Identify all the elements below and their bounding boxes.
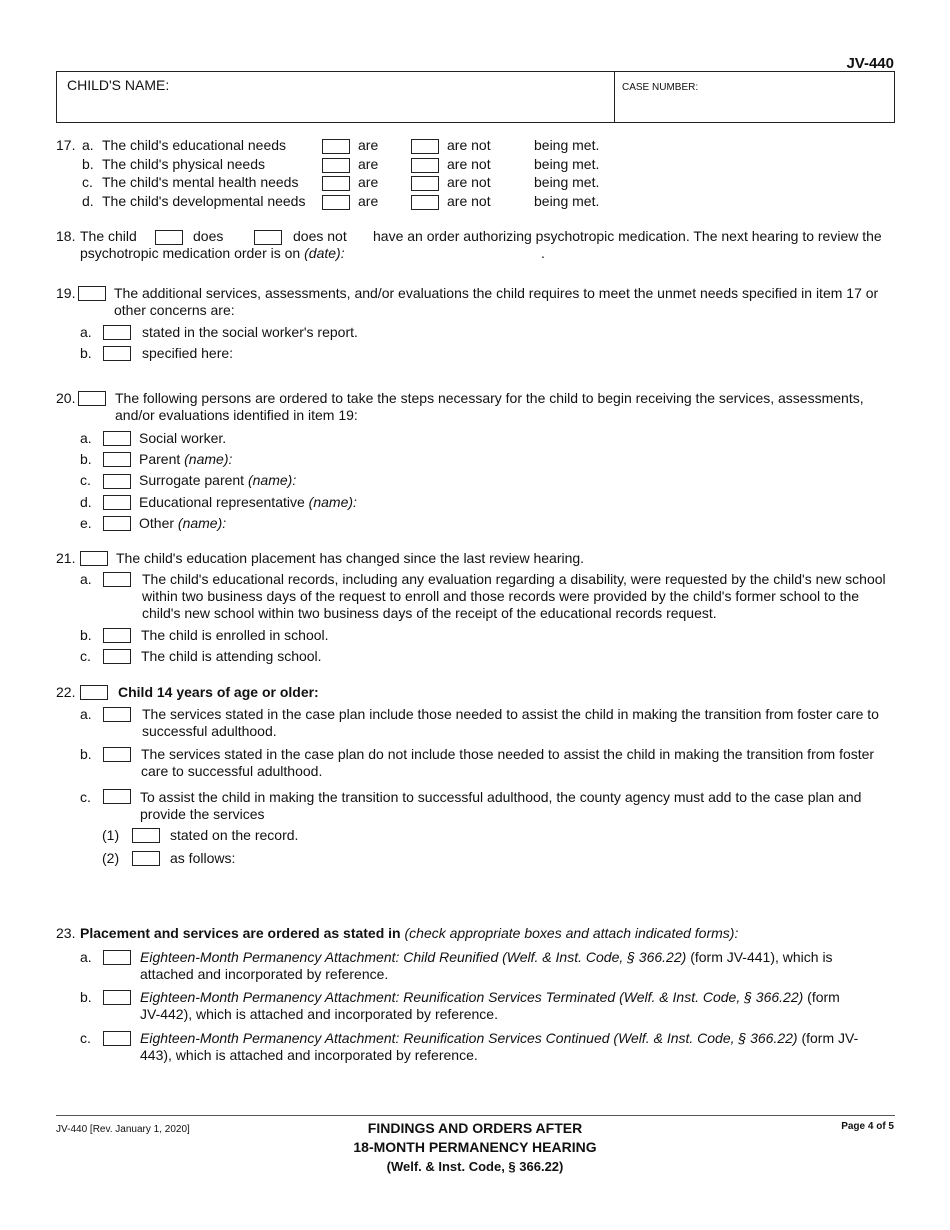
item-17b-are-not-checkbox[interactable] bbox=[411, 158, 439, 173]
item-23c-letter: c. bbox=[80, 1030, 91, 1046]
item-17c-label: The child's mental health needs bbox=[102, 174, 299, 190]
item-20e-hint: (name): bbox=[177, 515, 227, 531]
item-20c-label: Surrogate parent bbox=[139, 472, 245, 488]
item-22c1-number: (1) bbox=[102, 827, 120, 843]
item-23a-checkbox[interactable] bbox=[103, 950, 131, 965]
header-divider bbox=[614, 72, 615, 122]
item-21a-checkbox[interactable] bbox=[103, 572, 131, 587]
item-19a-letter: a. bbox=[80, 324, 92, 340]
item-21-checkbox[interactable] bbox=[80, 551, 108, 566]
item-23c-checkbox[interactable] bbox=[103, 1031, 131, 1046]
item-23b-letter: b. bbox=[80, 989, 92, 1005]
item-17b-label: The child's physical needs bbox=[102, 156, 265, 172]
item-17b-letter: b. bbox=[82, 156, 94, 172]
footer-title-line3: (Welf. & Inst. Code, § 366.22) bbox=[386, 1159, 564, 1174]
item-21b-text: The child is enrolled in school. bbox=[141, 627, 329, 643]
item-20c-letter: c. bbox=[80, 472, 91, 488]
item-23a-rest: (form JV-441), which is attached and incorporated by reference. bbox=[140, 949, 833, 982]
item-17c-letter: c. bbox=[82, 174, 93, 190]
item-22b-checkbox[interactable] bbox=[103, 747, 131, 762]
item-18-the-child: The child bbox=[80, 228, 137, 244]
item-17a-are-not: are not bbox=[447, 137, 491, 153]
footer-page: Page 4 of 5 bbox=[841, 1121, 894, 1132]
footer-title bbox=[0, 1119, 950, 1176]
form-number: JV-440 bbox=[846, 55, 894, 72]
item-20-checkbox[interactable] bbox=[78, 391, 106, 406]
item-23c-text bbox=[140, 1030, 860, 1064]
item-23b-rest: (form JV-442), which is attached and incorporated by reference. bbox=[140, 989, 840, 1022]
footer-title-line2: 18-MONTH PERMANENCY HEARING bbox=[353, 1139, 597, 1155]
item-17d-letter: d. bbox=[82, 193, 94, 209]
item-21-number: 21. bbox=[56, 550, 76, 566]
item-17c-being-met: being met. bbox=[534, 174, 600, 190]
item-20b-letter: b. bbox=[80, 451, 92, 467]
item-17a-are-checkbox[interactable] bbox=[322, 139, 350, 154]
item-17b-are-not: are not bbox=[447, 156, 491, 172]
item-17c-are: are bbox=[358, 174, 379, 190]
item-20a-letter: a. bbox=[80, 430, 92, 446]
item-23a-title: Eighteen-Month Permanency Attachment: Child Reunified (Welf. & Inst. Code, § 366.22) bbox=[140, 949, 687, 965]
item-18-period: . bbox=[541, 245, 545, 261]
item-22c-text: To assist the child in making the transition to successful adulthood, the county agency must add to the case plan and provide the services bbox=[140, 789, 862, 822]
item-17b-being-met: being met. bbox=[534, 156, 600, 172]
item-22b-letter: b. bbox=[80, 746, 92, 762]
item-19b-text: specified here: bbox=[142, 345, 234, 361]
item-22c-checkbox[interactable] bbox=[103, 789, 131, 804]
case-number-label: CASE NUMBER: bbox=[622, 82, 699, 93]
item-19a-text: stated in the social worker's report. bbox=[142, 324, 358, 340]
item-22c2-checkbox[interactable] bbox=[132, 851, 160, 866]
item-20a-label: Social worker. bbox=[139, 430, 227, 446]
item-20c-hint: (name): bbox=[247, 472, 297, 488]
item-21a-text: The child's educational records, including any evaluation regarding a disability, were requested by the child's new school within two business days of the request to enroll and those records were provided by the child's former school to the child's new school within two business days of the receipt of the educational records request. bbox=[142, 571, 886, 621]
item-22a-checkbox[interactable] bbox=[103, 707, 131, 722]
item-19a-checkbox[interactable] bbox=[103, 325, 131, 340]
item-17b-are-checkbox[interactable] bbox=[322, 158, 350, 173]
item-19b-letter: b. bbox=[80, 345, 92, 361]
item-20d-hint: (name): bbox=[308, 494, 357, 510]
item-21b-letter: b. bbox=[80, 627, 92, 643]
item-20b-hint: (name): bbox=[184, 451, 233, 467]
item-19-text: The additional services, assessments, and/or evaluations the child requires to meet the unmet needs specified in item 17 or other concerns are: bbox=[114, 285, 879, 318]
item-20-text: The following persons are ordered to take the steps necessary for the child to begin receiving the services, assessments, and/or evaluations identified in item 19: bbox=[115, 390, 864, 423]
item-20b-checkbox[interactable] bbox=[103, 452, 131, 467]
item-22c2-text: as follows: bbox=[170, 850, 236, 866]
item-19-checkbox[interactable] bbox=[78, 286, 106, 301]
item-21c-text: The child is attending school. bbox=[141, 648, 322, 664]
item-21-text: The child's education placement has changed since the last review hearing. bbox=[116, 550, 585, 566]
item-21a-letter: a. bbox=[80, 571, 92, 587]
item-19-number: 19. bbox=[56, 285, 76, 301]
item-22a-letter: a. bbox=[80, 706, 92, 722]
item-23b-text bbox=[140, 989, 860, 1023]
item-20d-label: Educational representative bbox=[139, 494, 305, 510]
item-17d-are-not-checkbox[interactable] bbox=[411, 195, 439, 210]
item-23c-title: Eighteen-Month Permanency Attachment: Reunification Services Continued (Welf. & Inst. Code, § 366.22) bbox=[140, 1030, 798, 1046]
item-22c2-number: (2) bbox=[102, 850, 120, 866]
footer-divider bbox=[56, 1115, 895, 1116]
item-20a-checkbox[interactable] bbox=[103, 431, 131, 446]
item-17a-label: The child's educational needs bbox=[102, 137, 287, 153]
item-20d-checkbox[interactable] bbox=[103, 495, 131, 510]
item-23b-checkbox[interactable] bbox=[103, 990, 131, 1005]
item-17d-are-not: are not bbox=[447, 193, 491, 209]
item-18-line2 bbox=[80, 245, 345, 262]
item-18-does-not-checkbox[interactable] bbox=[254, 230, 282, 245]
item-22c-letter: c. bbox=[80, 789, 91, 805]
item-22c1-text: stated on the record. bbox=[170, 827, 299, 843]
item-20-number: 20. bbox=[56, 390, 76, 406]
item-17d-label: The child's developmental needs bbox=[102, 193, 306, 209]
item-21b-checkbox[interactable] bbox=[103, 628, 131, 643]
item-17-number: 17. bbox=[56, 137, 76, 153]
footer-revision: JV-440 [Rev. January 1, 2020] bbox=[56, 1124, 190, 1135]
item-17c-are-checkbox[interactable] bbox=[322, 176, 350, 191]
item-17a-being-met: being met. bbox=[534, 137, 600, 153]
item-21c-checkbox[interactable] bbox=[103, 649, 131, 664]
item-20c-label-wrap bbox=[139, 472, 296, 489]
item-17b-are: are bbox=[358, 156, 379, 172]
item-17a-letter: a. bbox=[82, 137, 94, 153]
header-box bbox=[56, 71, 895, 123]
item-20e-label-wrap bbox=[139, 515, 226, 532]
item-20d-label-wrap bbox=[139, 494, 357, 511]
item-23a-text bbox=[140, 949, 860, 983]
item-23-number: 23. bbox=[56, 925, 76, 941]
item-20e-letter: e. bbox=[80, 515, 92, 531]
item-18-line2-text: psychotropic medication order is on bbox=[80, 245, 301, 261]
item-22a-text: The services stated in the case plan include those needed to assist the child in making the transition from foster care to successful adulthood. bbox=[142, 706, 879, 739]
item-17a-are-not-checkbox[interactable] bbox=[411, 139, 439, 154]
item-22b-text: The services stated in the case plan do not include those needed to assist the child in making the transition from foster care to successful adulthood. bbox=[141, 746, 875, 779]
item-23-title-wrap bbox=[80, 925, 738, 942]
item-18-text-line1: have an order authorizing psychotropic medication. The next hearing to review the bbox=[373, 228, 882, 244]
item-20c-checkbox[interactable] bbox=[103, 474, 131, 489]
item-23c-rest: (form JV-443), which is attached and incorporated by reference. bbox=[140, 1030, 859, 1063]
item-17d-are: are bbox=[358, 193, 379, 209]
item-20d-letter: d. bbox=[80, 494, 92, 510]
item-23-title: Placement and services are ordered as stated in bbox=[80, 925, 401, 941]
item-17a-are: are bbox=[358, 137, 379, 153]
item-22-title: Child 14 years of age or older: bbox=[118, 684, 319, 700]
item-17d-being-met: being met. bbox=[534, 193, 600, 209]
item-17d-are-checkbox[interactable] bbox=[322, 195, 350, 210]
item-18-does: does bbox=[193, 228, 224, 244]
item-18-does-checkbox[interactable] bbox=[155, 230, 183, 245]
item-20b-label-wrap bbox=[139, 451, 232, 468]
item-18-date-label: (date): bbox=[304, 245, 345, 261]
item-23-title-hint: (check appropriate boxes and attach indicated forms): bbox=[404, 925, 739, 941]
item-17c-are-not-checkbox[interactable] bbox=[411, 176, 439, 191]
footer-title-line1: FINDINGS AND ORDERS AFTER bbox=[367, 1120, 583, 1136]
item-18-number: 18. bbox=[56, 228, 76, 244]
item-18-does-not: does not bbox=[293, 228, 347, 244]
item-23a-letter: a. bbox=[80, 949, 92, 965]
item-22-checkbox[interactable] bbox=[80, 685, 108, 700]
item-22c1-checkbox[interactable] bbox=[132, 828, 160, 843]
item-20e-checkbox[interactable] bbox=[103, 516, 131, 531]
child-name-label: CHILD'S NAME: bbox=[67, 77, 170, 93]
item-17c-are-not: are not bbox=[447, 174, 491, 190]
item-20e-label: Other bbox=[139, 515, 175, 531]
item-20b-label: Parent bbox=[139, 451, 181, 467]
item-22-number: 22. bbox=[56, 684, 76, 700]
item-21c-letter: c. bbox=[80, 648, 91, 664]
item-23b-title: Eighteen-Month Permanency Attachment: Reunification Services Terminated (Welf. & Inst. Code, § 366.22) bbox=[140, 989, 804, 1005]
item-19b-checkbox[interactable] bbox=[103, 346, 131, 361]
